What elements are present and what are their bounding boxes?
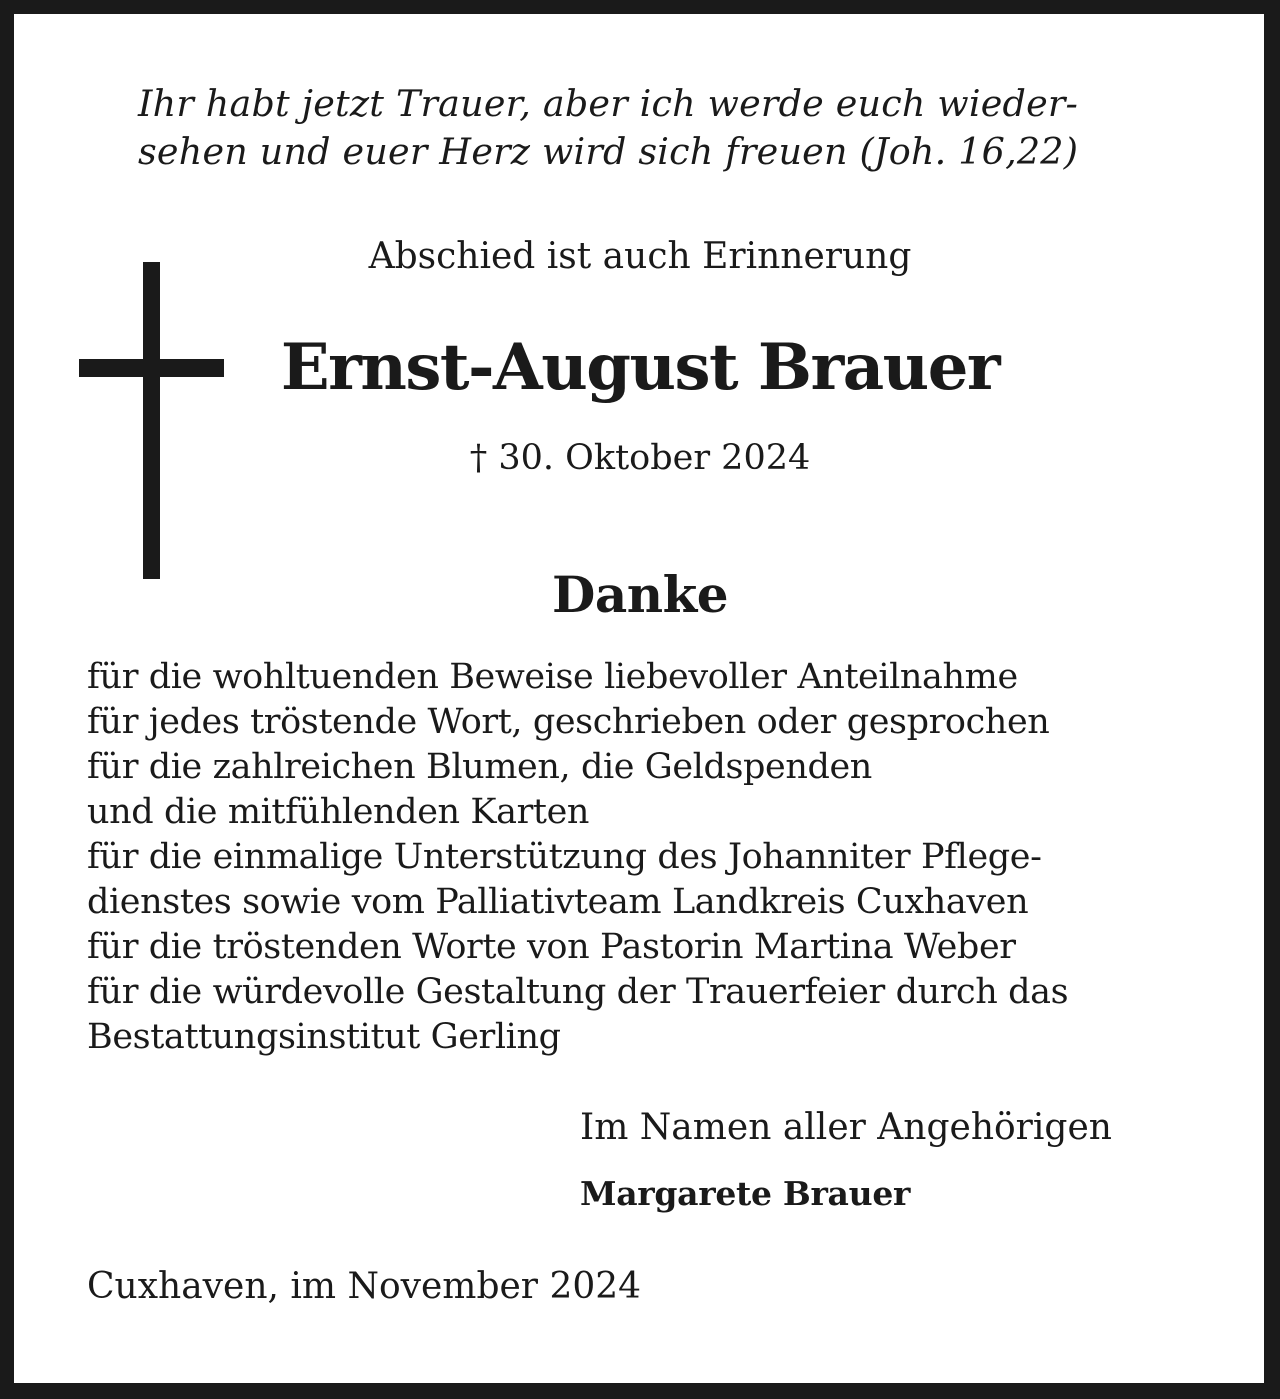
thanks-heading: Danke [551,565,729,624]
subtitle: Abschied ist auch Erinnerung [368,236,912,277]
thanks-line: dienstes sowie vom Palliativteam Landkreis Cuxhaven [87,882,1029,922]
signature-name: Margarete Brauer [580,1174,911,1213]
death-date: † 30. Oktober 2024 [469,438,811,478]
signature-intro: Im Namen aller Angehörigen [580,1107,1112,1148]
thanks-text [87,655,1068,1060]
thanks-line: für die tröstenden Worte von Pastorin Martina Weber [87,927,1016,967]
place-and-date: Cuxhaven, im November 2024 [87,1266,642,1307]
deceased-name: Ernst-August Brauer [280,330,1000,405]
thanks-line: für die wohltuenden Beweise liebevoller Anteilnahme [87,657,1018,697]
thanks-line: Bestattungsinstitut Gerling [87,1017,561,1057]
thanks-line: und die mitfühlenden Karten [87,792,590,832]
cross-vertical-bar [143,262,160,579]
thanks-line: für die zahlreichen Blumen, die Geldspenden [87,747,872,787]
bible-quote-line-1: Ihr habt jetzt Trauer, aber ich werde euch wieder- [138,82,1079,125]
thanks-line: für jedes tröstende Wort, geschrieben oder gesprochen [87,702,1050,742]
thanks-line: für die einmalige Unterstützung des Johanniter Pflege- [87,837,1042,877]
thanks-line: für die würdevolle Gestaltung der Trauerfeier durch das [87,972,1069,1012]
bible-quote-line-2: sehen und euer Herz wird sich freuen (Joh. 16,22) [138,130,1079,173]
